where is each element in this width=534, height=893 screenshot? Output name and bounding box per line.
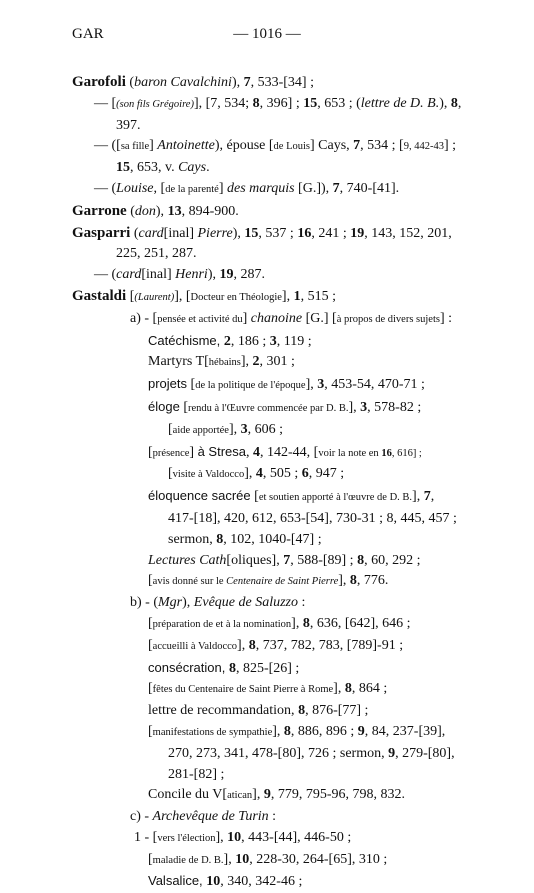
- entry-garrone: Garrone (don), 13, 894-900.: [72, 202, 239, 219]
- entry-line: [visite à Valdocco], 4, 505 ; 6, 947 ;: [168, 466, 345, 482]
- entry-line: sermon, 8, 102, 1040-[47] ;: [168, 531, 322, 547]
- entry-line: 270, 273, 341, 478-[80], 726 ; sermon, 9, 279-[80],: [168, 745, 455, 761]
- entry-line: [avis donné sur le Centenaire de Saint Pierre], 8, 776.: [148, 573, 389, 589]
- entry-line: — (card[inal] Henri), 19, 287.: [94, 267, 265, 283]
- entry-line: 15, 653, v. Cays.: [116, 160, 210, 176]
- entry-line: — ([sa fille] Antoinette), épouse [de Louis] Cays, 7, 534 ; [9, 442-43] ;: [94, 138, 457, 154]
- subsection-a: a) - [pensée et activité du] chanoine [G.] [à propos de divers sujets] :: [130, 310, 453, 326]
- entry-line: Martyrs T[hébains], 2, 301 ;: [148, 354, 295, 370]
- entry-garofoli: Garofoli (baron Cavalchini), 7, 533-[34] ;: [72, 74, 314, 90]
- entry-line: [manifestations de sympathie], 8, 886, 896 ; 9, 84, 237-[39],: [148, 723, 446, 739]
- subsection-c: c) - Archevêque de Turin :: [130, 809, 277, 825]
- entry-line: éloquence sacrée [et soutien apporté à l'œuvre de D. B.], 7,: [148, 488, 435, 505]
- entry-line: 417-[18], 420, 612, 653-[54], 730-31 ; 8, 445, 457 ;: [168, 510, 457, 526]
- entry-line: 281-[82] ;: [168, 766, 225, 782]
- entry-line: [accueilli à Valdocco], 8, 737, 782, 783, [789]-91 ;: [148, 637, 404, 653]
- entry-line: consécration, 8, 825-[26] ;: [148, 659, 300, 676]
- entry-line: Valsalice, 10, 340, 342-46 ;: [148, 873, 303, 890]
- entry-line: [présence] à Stresa, 4, 142-44, [voir la note en 16, 616] ;: [148, 443, 422, 460]
- running-header: [0, 26, 534, 48]
- entry-line: — (Louise, [de la parenté] des marquis [G.]), 7, 740-[41].: [94, 180, 400, 196]
- index-body: [72, 72, 472, 893]
- entry-line: — [(son fils Grégoire)], [7, 534; 8, 396] ; 15, 653 ; (lettre de D. B.), 8,: [94, 95, 462, 111]
- entry-line: [maladie de D. B.], 10, 228-30, 264-[65], 310 ;: [148, 851, 388, 867]
- subsection-b: b) - (Mgr), Evêque de Saluzzo :: [130, 595, 306, 611]
- entry-gastaldi: Gastaldi [(Laurent)], [Docteur en Théologie], 1, 515 ;: [72, 287, 336, 304]
- page-number: — 1016 —: [233, 26, 301, 42]
- entry-line: [aide apportée], 3, 606 ;: [168, 421, 283, 437]
- entry-line: 225, 251, 287.: [116, 246, 197, 262]
- header-section-letters: GAR: [72, 26, 104, 42]
- entry-line: Catéchisme, 2, 186 ; 3, 119 ;: [148, 332, 312, 349]
- entry-line: Lectures Cath[oliques], 7, 588-[89] ; 8, 60, 292 ;: [148, 552, 421, 568]
- entry-line: éloge [rendu à l'Œuvre commencée par D. B.], 3, 578-82 ;: [148, 398, 422, 415]
- entry-line: 1 - [vers l'élection], 10, 443-[44], 446-50 ;: [134, 829, 352, 845]
- entry-gasparri: Gasparri (card[inal] Pierre), 15, 537 ; 16, 241 ; 19, 143, 152, 201,: [72, 224, 452, 241]
- entry-line: [préparation de et à la nomination], 8, 636, [642], 646 ;: [148, 615, 411, 631]
- entry-line: 397.: [116, 117, 141, 133]
- entry-line: [fêtes du Centenaire de Saint Pierre à Rome], 8, 864 ;: [148, 681, 388, 697]
- entry-line: projets [de la politique de l'époque], 3, 453-54, 470-71 ;: [148, 376, 425, 393]
- entry-line: lettre de recommandation, 8, 876-[77] ;: [148, 703, 369, 719]
- entry-line: Concile du V[atican], 9, 779, 795-96, 798, 832.: [148, 787, 405, 803]
